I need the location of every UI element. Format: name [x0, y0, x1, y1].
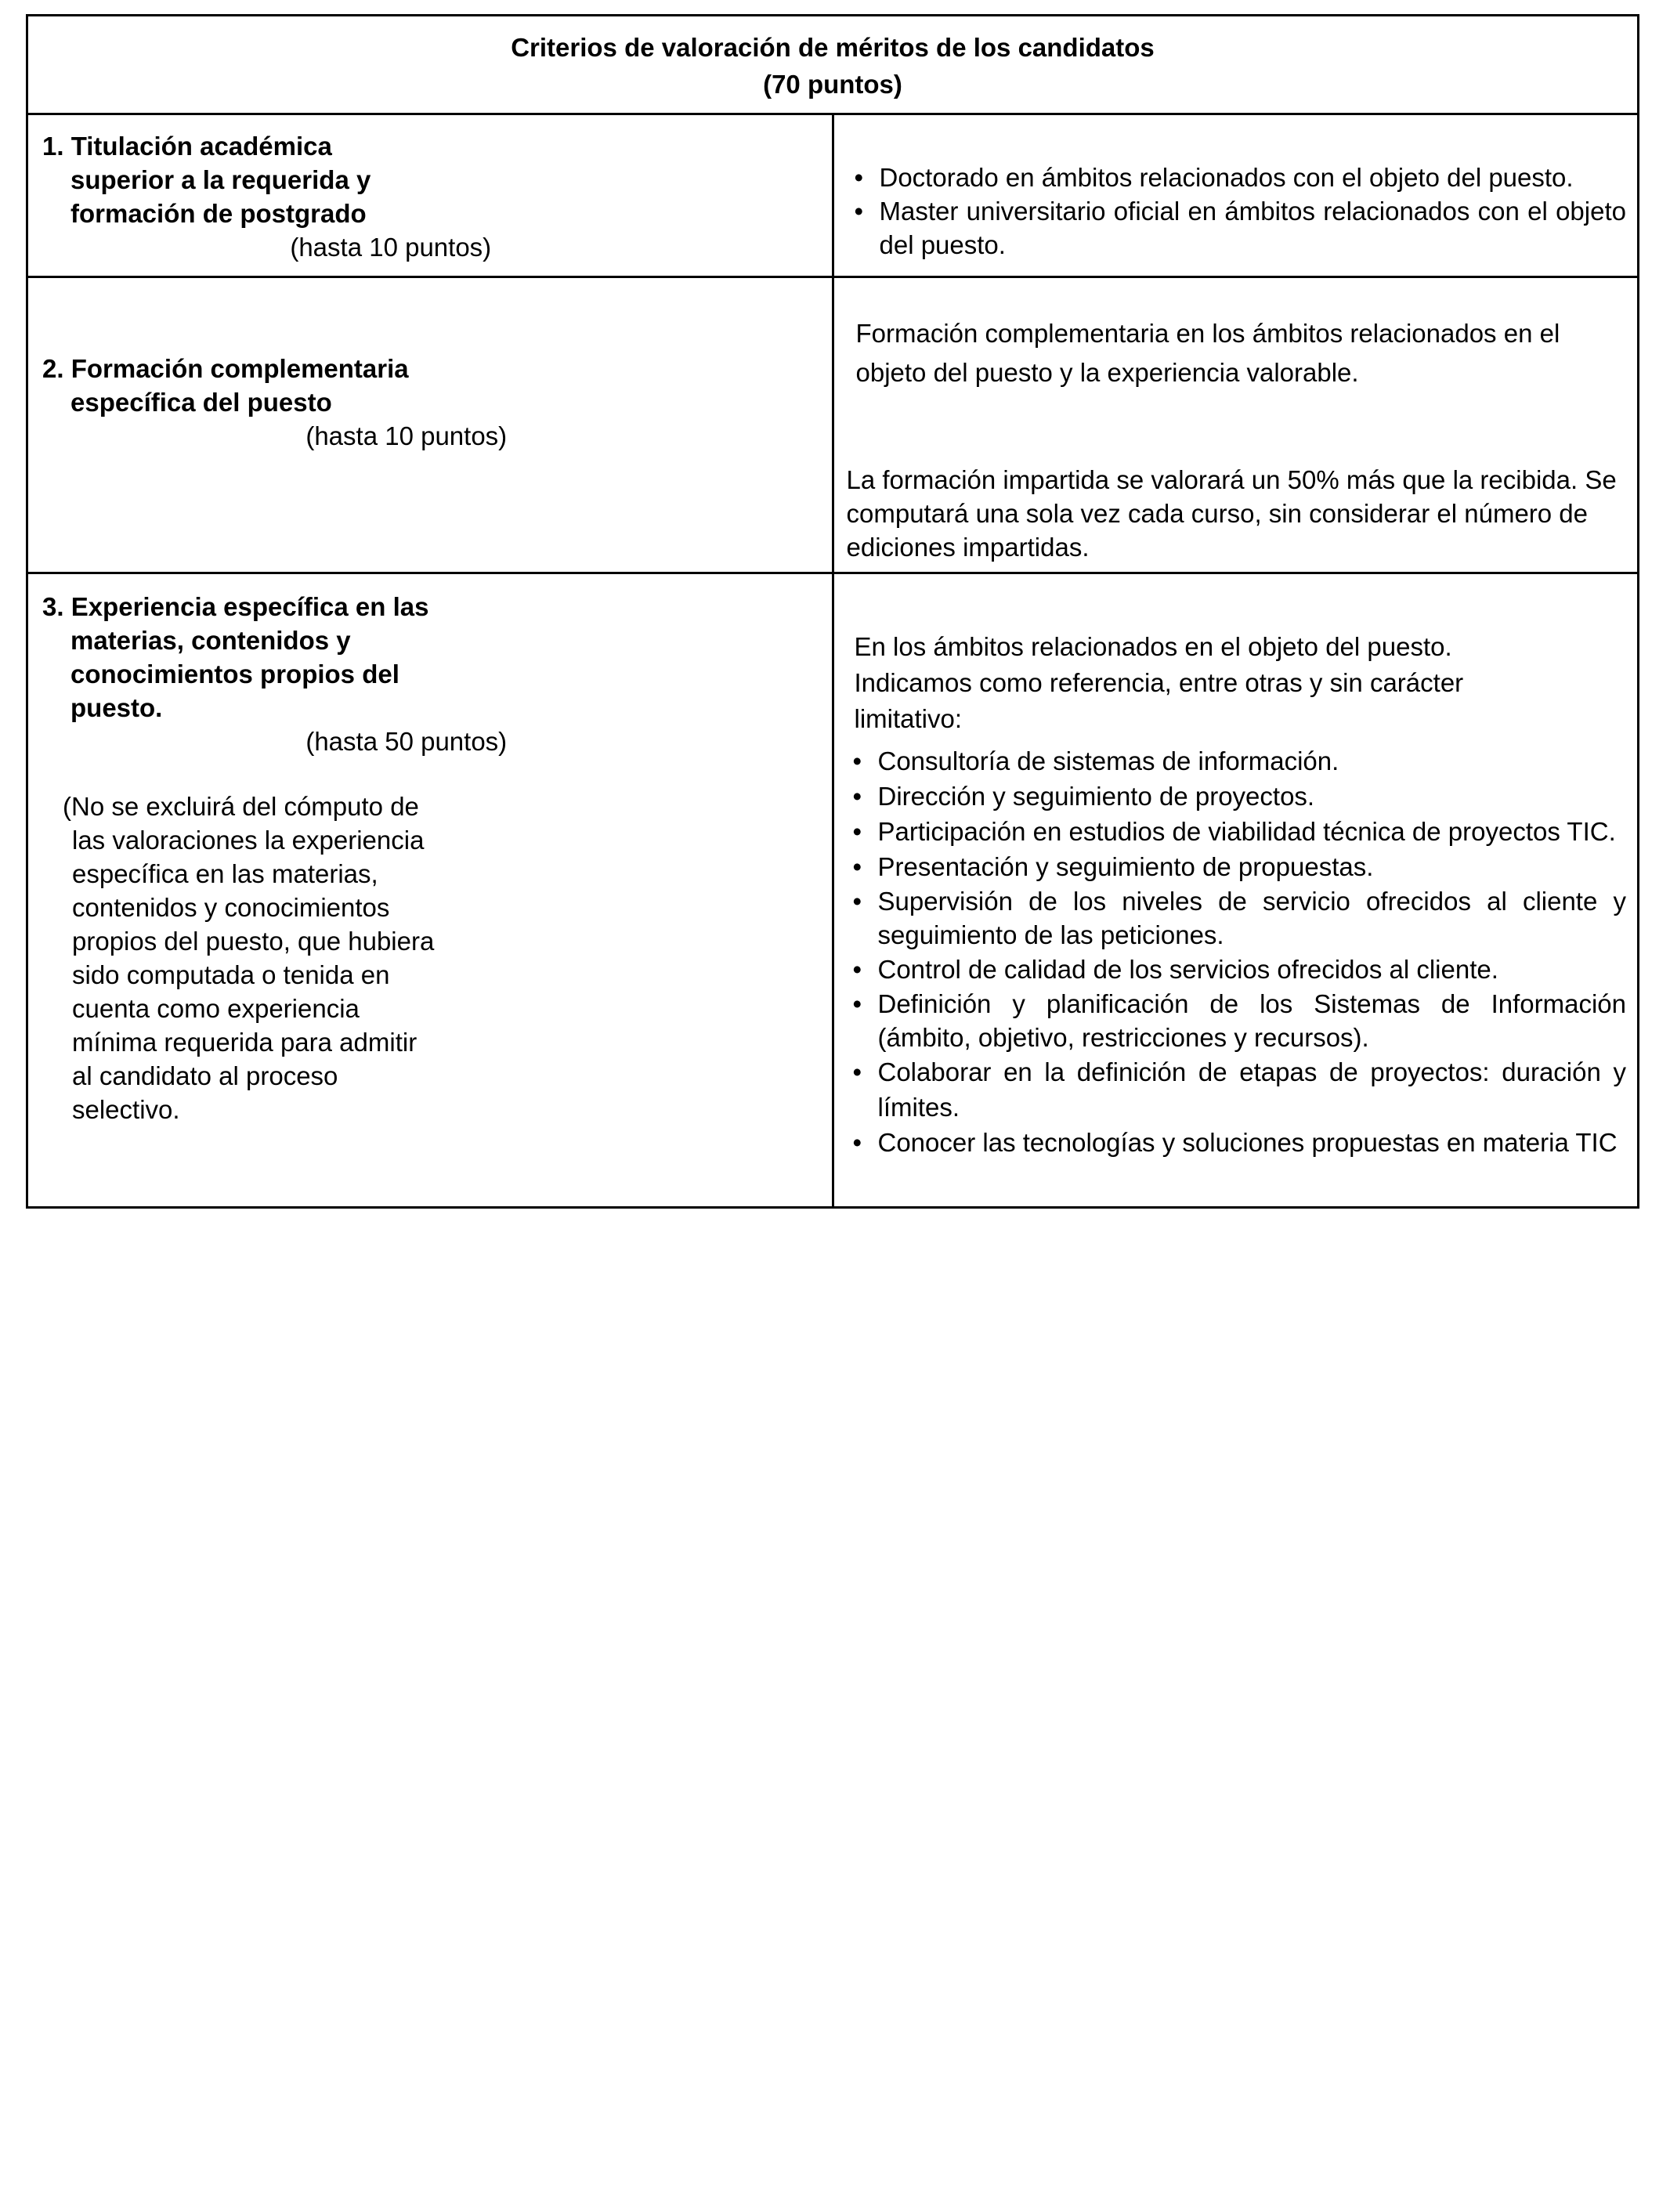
- criteria-table: [26, 14, 1639, 1209]
- list-item: • Control de calidad de los servicios ofrecidos al cliente.: [851, 952, 1627, 987]
- criterion-points: (hasta 50 puntos): [305, 727, 508, 756]
- list-item: • Colaborar en la definición de etapas de proyectos: duración y límites.: [851, 1054, 1627, 1125]
- table-header-row: [27, 16, 1639, 114]
- list-item: • Dirección y seguimiento de proyectos.: [851, 779, 1627, 814]
- criterion-points: (hasta 10 puntos): [305, 421, 508, 450]
- list-item: • Master universitario oficial en ámbitos relacionados con el objeto del puesto.: [853, 194, 1627, 262]
- list-item: • Participación en estudios de viabilidad técnica de proyectos TIC.: [851, 814, 1627, 849]
- paragraph: En los ámbitos relacionados en el objeto del puesto. Indicamos como referencia, entre otras y sin carácter limitativo:: [854, 632, 1464, 733]
- paragraph: Formación complementaria en los ámbitos relacionados en el objeto del puesto y la experiencia valorable.: [855, 319, 1560, 387]
- criterion-cell: [27, 573, 833, 1208]
- list-item: • Conocer las tecnologías y soluciones propuestas en materia TIC: [851, 1125, 1627, 1160]
- criterion-cell: [27, 114, 833, 277]
- table-header: [27, 16, 1639, 114]
- paragraph: La formación impartida se valorará un 50% más que la recibida. Se computará una sola vez cada curso, sin considerar el número de ediciones impartidas.: [846, 465, 1617, 562]
- bullet-list: [847, 161, 1627, 262]
- table-row: [27, 573, 1639, 1208]
- list-item: • Definición y planificación de los Sistemas de Información (ámbito, objetivo, restricciones y recursos).: [851, 987, 1627, 1054]
- table-row: [27, 277, 1639, 573]
- table-row: [27, 114, 1639, 277]
- criterion-title: 2. Formación complementaria específica del puesto: [42, 354, 409, 417]
- list-item: • Presentación y seguimiento de propuestas.: [851, 849, 1627, 884]
- criterion-title: 1. Titulación académica superior a la requerida y formación de postgrado: [42, 132, 371, 228]
- list-item: • Doctorado en ámbitos relacionados con el objeto del puesto.: [853, 161, 1627, 194]
- description-cell: [833, 277, 1639, 573]
- criterion-title: 3. Experiencia específica en las materias, contenidos y conocimientos propios del puesto.: [42, 592, 429, 722]
- criterion-cell: [27, 277, 833, 573]
- criterion-note: (No se excluirá del cómputo de las valoraciones la experiencia específica en las materias, contenidos y conocimientos propios del puesto, que hubiera sido computada o tenida en cuenta como experiencia mínima requerida para admitir al candidato al proceso selectivo.: [63, 792, 435, 1124]
- bullet-list: [847, 743, 1627, 1160]
- list-item: • Supervisión de los niveles de servicio ofrecidos al cliente y seguimiento de las peticiones.: [851, 884, 1627, 952]
- description-cell: [833, 573, 1639, 1208]
- criterion-points: (hasta 10 puntos): [290, 233, 492, 262]
- description-cell: [833, 114, 1639, 277]
- table-subtitle: (70 puntos): [763, 70, 902, 99]
- table-title: Criterios de valoración de méritos de los candidatos: [511, 33, 1155, 62]
- list-item: • Consultoría de sistemas de información.: [851, 743, 1627, 779]
